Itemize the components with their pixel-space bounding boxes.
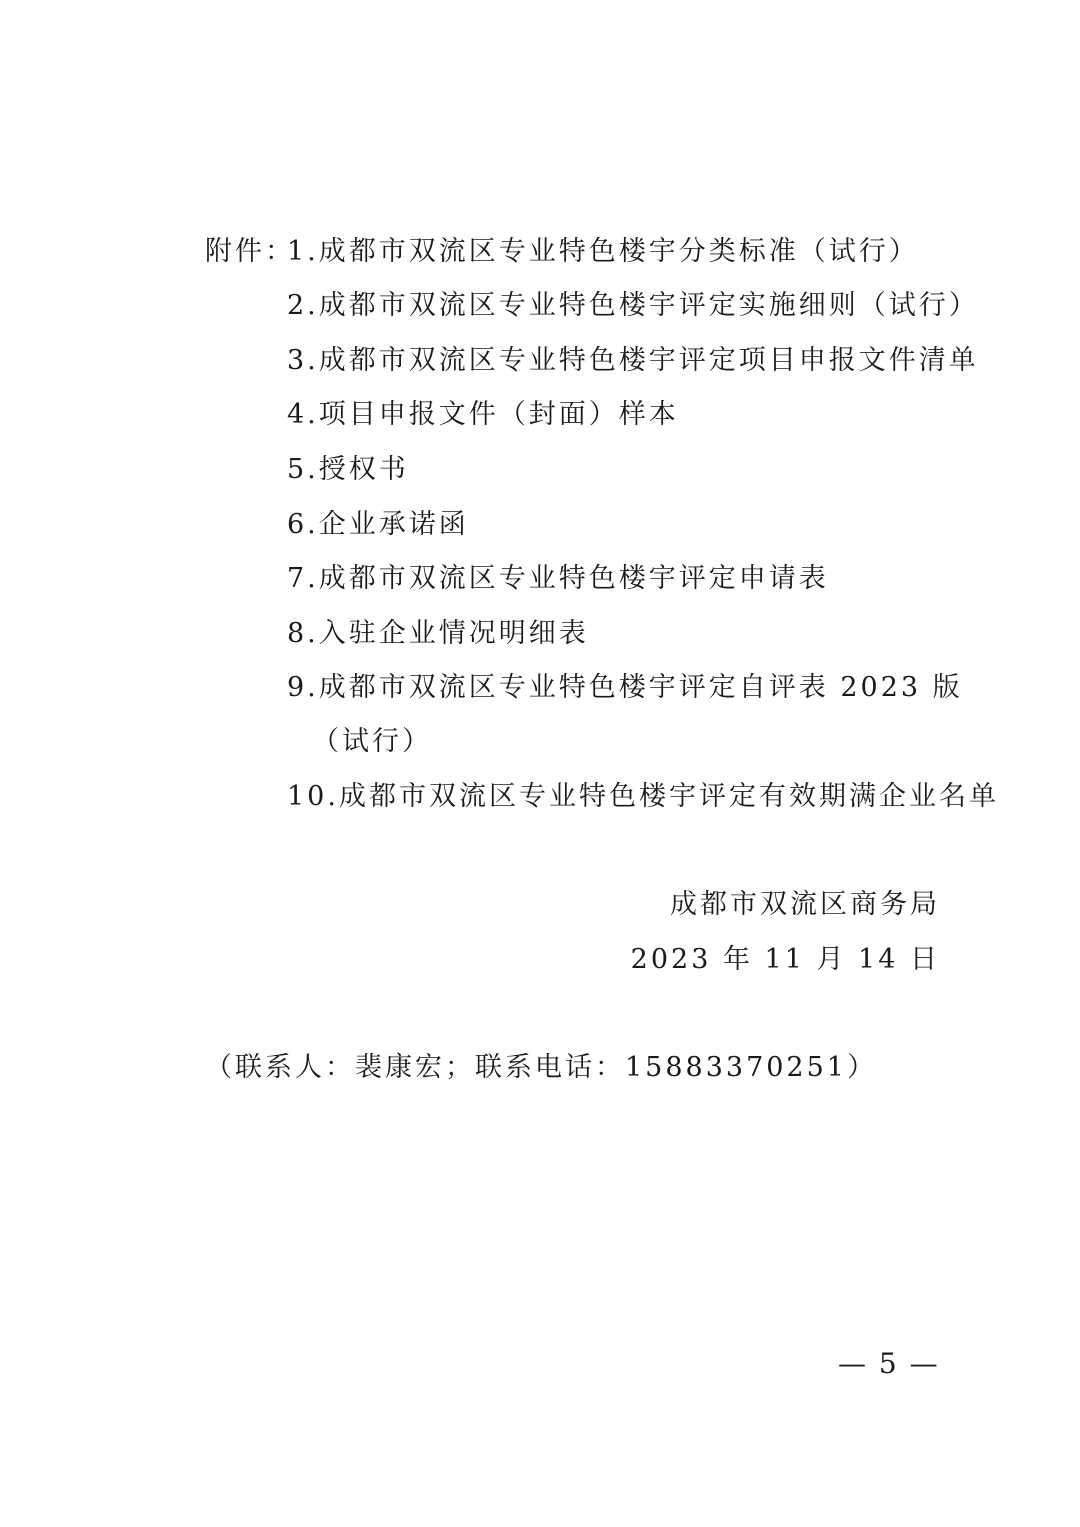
attachment-item-4: 4.项目申报文件（封面）样本 bbox=[287, 399, 679, 430]
attachment-item-9: 9.成都市双流区专业特色楼宇评定自评表 2023 版 bbox=[287, 672, 963, 703]
attachment-item-5: 5.授权书 bbox=[287, 454, 409, 485]
contact-info: （联系人：裴康宏；联系电话：15883370251） bbox=[205, 1052, 877, 1083]
issue-date: 2023 年 11 月 14 日 bbox=[630, 944, 940, 975]
issuer-name: 成都市双流区商务局 bbox=[670, 889, 940, 920]
attachments-label: 附件： bbox=[205, 236, 295, 267]
attachment-item-9-continuation: （试行） bbox=[312, 726, 432, 757]
attachment-item-1: 1.成都市双流区专业特色楼宇分类标准（试行） bbox=[287, 236, 919, 267]
attachment-item-2: 2.成都市双流区专业特色楼宇评定实施细则（试行） bbox=[287, 290, 979, 321]
attachment-item-7: 7.成都市双流区专业特色楼宇评定申请表 bbox=[287, 563, 829, 594]
attachment-item-10: 10.成都市双流区专业特色楼宇评定有效期满企业名单 bbox=[287, 781, 999, 812]
attachment-item-3: 3.成都市双流区专业特色楼宇评定项目申报文件清单 bbox=[287, 345, 979, 376]
page-number: — 5 — bbox=[838, 1347, 940, 1380]
attachment-item-6: 6.企业承诺函 bbox=[287, 509, 469, 540]
attachment-item-8: 8.入驻企业情况明细表 bbox=[287, 618, 589, 649]
